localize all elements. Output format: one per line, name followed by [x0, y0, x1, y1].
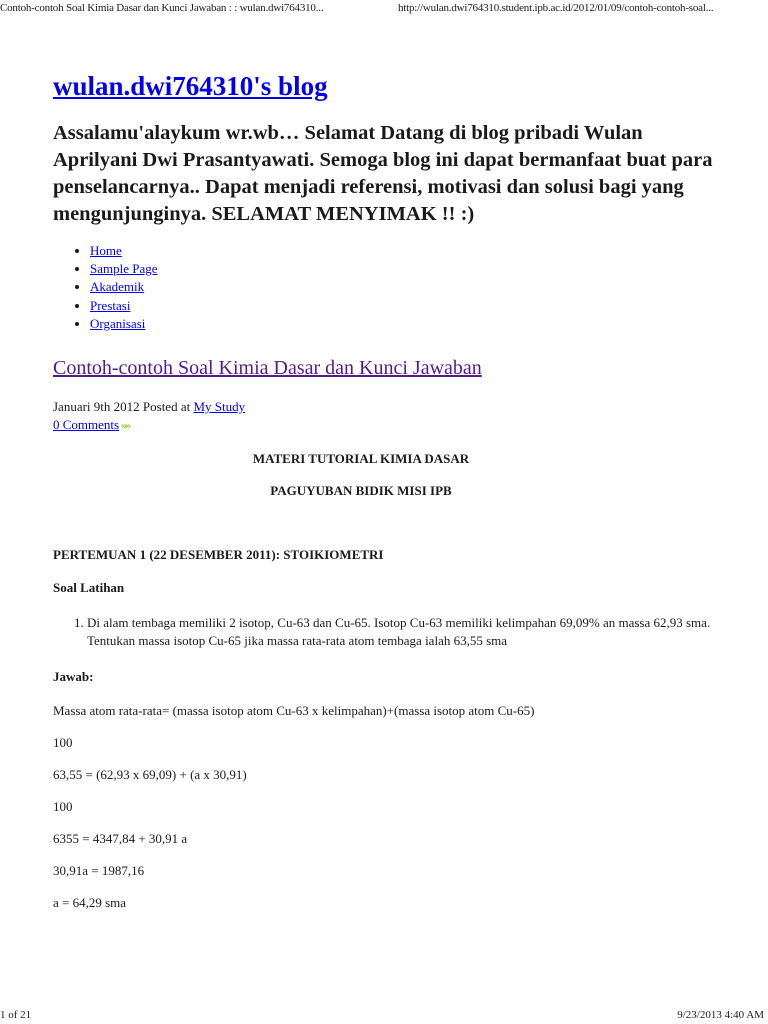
post-category-link[interactable]: My Study	[193, 399, 246, 415]
blog-title-link[interactable]: wulan.dwi764310's blog	[53, 71, 328, 101]
answer-label: Jawab:	[53, 669, 94, 685]
nav-link-organisasi[interactable]: Organisasi	[90, 315, 146, 331]
exercise-list	[53, 614, 747, 650]
post-date-line	[53, 398, 743, 416]
print-datetime: 9/23/2013 4:40 AM	[677, 1009, 764, 1021]
nav-item-akademik	[90, 278, 743, 296]
print-footer	[0, 1009, 768, 1023]
calc-line: Massa atom rata-rata= (massa isotop atom Cu-63 x kelimpahan)+(massa isotop atom Cu-65)	[53, 703, 535, 719]
post-comments-line	[53, 416, 743, 434]
nav-item-home	[90, 242, 743, 260]
nav-link-home[interactable]: Home	[90, 243, 122, 258]
print-header-page-title: Contoh-contoh Soal Kimia Dasar dan Kunci Jawaban : : wulan.dwi764310...	[0, 2, 324, 14]
blog-title	[53, 66, 743, 106]
post-date: Januari 9th 2012 Posted at	[53, 399, 191, 415]
nav-link-sample-page[interactable]: Sample Page	[90, 261, 158, 277]
print-header-url: http://wulan.dwi764310.student.ipb.ac.id/2012/01/09/contoh-contoh-soal...	[398, 2, 714, 14]
print-page-number: 1 of 21	[0, 1009, 32, 1021]
calc-line: 6355 = 4347,84 + 30,91 a	[53, 831, 188, 847]
post-title	[53, 353, 743, 383]
nav-item-organisasi	[90, 315, 743, 333]
post-meta	[53, 398, 743, 434]
nav-item-sample-page	[90, 260, 743, 278]
blog-description: Assalamu'alaykum wr.wb… Selamat Datang di blog pribadi Wulan Aprilyani Dwi Prasantyawati. Semoga blog ini dapat bermanfaat buat para penselancarnya.. Dapat menjadi referensi, motivasi dan solusi bagi yang mengunjunginya. SELAMAT MENYIMAK !! :)	[53, 122, 713, 225]
nav-item-prestasi	[90, 297, 743, 315]
exercise-item: 1. Di alam tembaga memiliki 2 isotop, Cu-63 dan Cu-65. Isotop Cu-63 memiliki kelimpahan 69,09% an massa 62,93 sma. Tentukan massa isotop Cu-65 jika massa rata-rata atom tembaga ialah 63,55 sma	[87, 614, 747, 650]
page-content	[53, 66, 743, 912]
nav-link-prestasi[interactable]: Prestasi	[90, 297, 131, 313]
main-nav	[53, 242, 743, 333]
exercise-label: Soal Latihan	[53, 580, 125, 596]
organization-heading: PAGUYUBAN BIDIK MISI IPB	[270, 483, 452, 499]
nav-link-akademik[interactable]: Akademik	[90, 279, 145, 295]
print-header	[0, 2, 768, 16]
double-chevron-right-icon: »»	[121, 418, 130, 433]
calc-line: a = 64,29 sma	[53, 895, 127, 911]
post-title-link[interactable]: Contoh-contoh Soal Kimia Dasar dan Kunci Jawaban	[53, 357, 482, 380]
calc-line: 63,55 = (62,93 x 69,09) + (a x 30,91)	[53, 767, 247, 783]
calc-line: 30,91a = 1987,16	[53, 863, 145, 879]
meeting-heading: PERTEMUAN 1 (22 DESEMBER 2011): STOIKIOMETRI	[53, 547, 384, 563]
calc-line: 100	[53, 735, 73, 751]
material-heading: MATERI TUTORIAL KIMIA DASAR	[252, 451, 470, 467]
comments-link[interactable]: 0 Comments	[53, 417, 120, 433]
calc-line: 100	[53, 799, 73, 815]
